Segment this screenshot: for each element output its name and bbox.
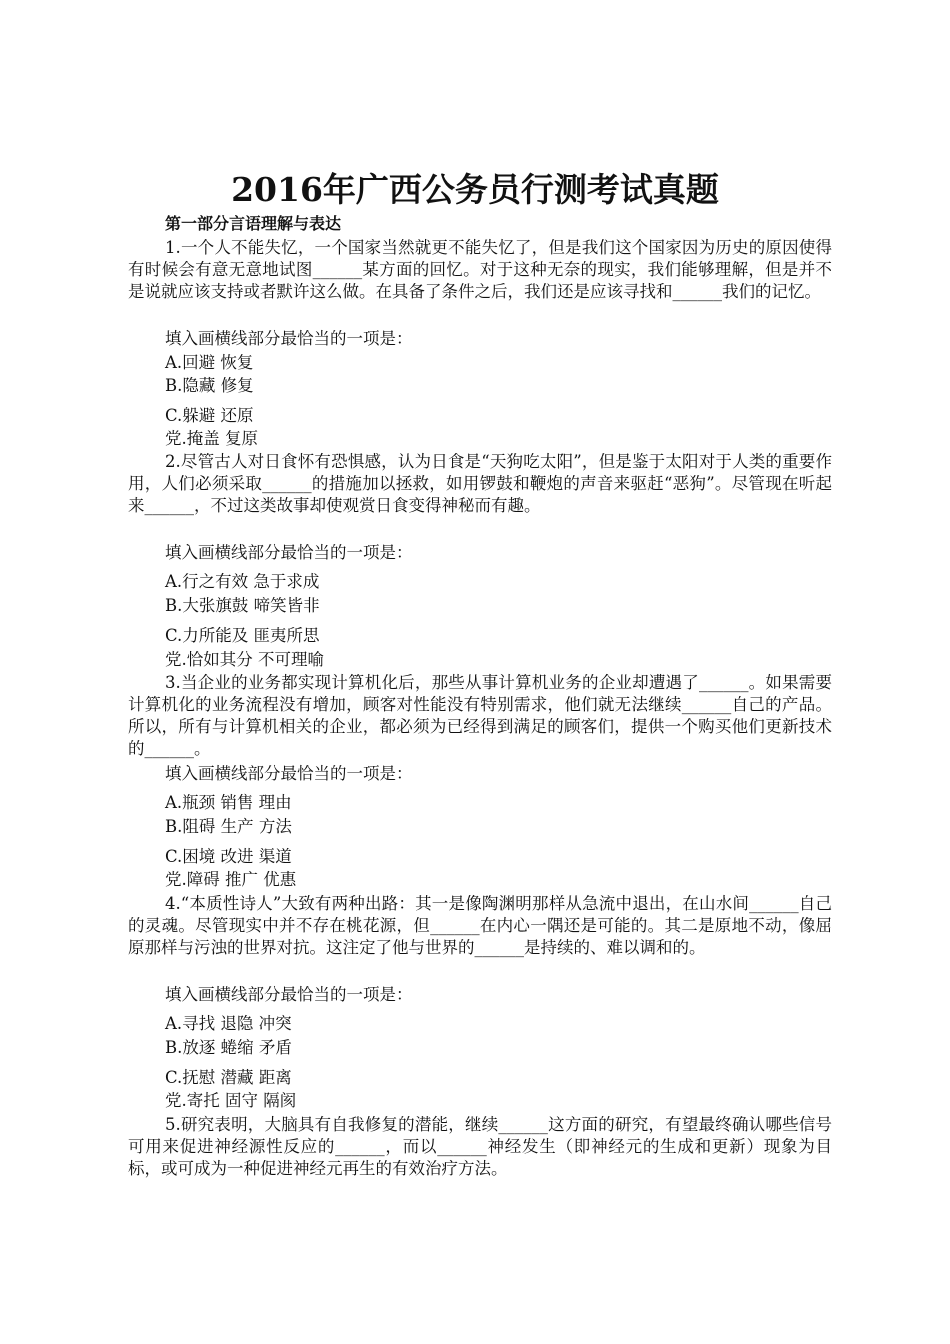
question-4-option-d: 党.寄托 固守 隔阂 — [165, 1091, 297, 1110]
question-3-option-b: B.阻碍 生产 方法 — [165, 817, 292, 836]
question-1-option-a: A.回避 恢复 — [165, 353, 254, 372]
question-1-option-d: 党.掩盖 复原 — [165, 429, 258, 448]
question-2-text: 2.尽管古人对日食怀有恐惧感，认为日食是“天狗吃太阳”，但是鉴于太阳对于人类的重要作用，人们必须采取______的措施加以拯救，如用锣鼓和鞭炮的声音来驱赶“恶狗”。尽管现在听起来______，不过这类故事却使观赏日食变得神秘而有趣。 — [128, 452, 832, 515]
section-heading: 第一部分言语理解与表达 — [165, 214, 342, 233]
question-3-text: 3.当企业的业务都实现计算机化后，那些从事计算机业务的企业却遭遇了______。如果需要计算机化的业务流程没有增加，顾客对性能没有特别需求，他们就无法继续______自己的产品。所以，所有与计算机相关的企业，都必须为已经得到满足的顾客们，提供一个购买他们更新技术的______。 — [128, 673, 832, 758]
question-2-prompt: 填入画横线部分最恰当的一项是： — [165, 543, 413, 562]
question-3-prompt: 填入画横线部分最恰当的一项是： — [165, 764, 413, 783]
question-1-option-c: C.躲避 还原 — [165, 406, 254, 425]
question-4-text: 4.“本质性诗人”大致有两种出路：其一是像陶渊明那样从急流中退出，在山水间______自己的灵魂。尽管现实中并不存在桃花源，但______在内心一隅还是可能的。其二是原地不动，像屈原那样与污浊的世界对抗。这注定了他与世界的______是持续的、难以调和的。 — [128, 894, 832, 957]
question-4-option-b: B.放逐 蜷缩 矛盾 — [165, 1038, 292, 1057]
question-1-text: 1.一个人不能失忆，一个国家当然就更不能失忆了，但是我们这个国家因为历史的原因使得有时候会有意无意地试图______某方面的回忆。对于这种无奈的现实，我们能够理解，但是并不是说就应该支持或者默许这么做。在具备了条件之后，我们还是应该寻找和______我们的记忆。 — [128, 238, 832, 301]
question-1-prompt: 填入画横线部分最恰当的一项是： — [165, 329, 413, 348]
question-2-option-d: 党.恰如其分 不可理喻 — [165, 650, 324, 669]
question-2-option-b: B.大张旗鼓 啼笑皆非 — [165, 596, 320, 615]
question-2-option-a: A.行之有效 急于求成 — [165, 572, 320, 591]
question-4-option-c: C.抚慰 潜藏 距离 — [165, 1068, 292, 1087]
question-2-option-c: C.力所能及 匪夷所思 — [165, 626, 320, 645]
question-5-text: 5.研究表明，大脑具有自我修复的潜能，继续______这方面的研究，有望最终确认哪些信号可用来促进神经源性反应的______，而以______神经发生（即神经元的生成和更新）现象为目标，或可成为一种促进神经元再生的有效治疗方法。 — [128, 1115, 832, 1178]
question-3-option-a: A.瓶颈 销售 理由 — [165, 793, 292, 812]
question-4-prompt: 填入画横线部分最恰当的一项是： — [165, 985, 413, 1004]
question-3-option-d: 党.障碍 推广 优惠 — [165, 870, 297, 889]
question-3-option-c: C.困境 改进 渠道 — [165, 847, 292, 866]
page-title: 2016年广西公务员行测考试真题 — [231, 170, 719, 209]
question-1-option-b: B.隐藏 修复 — [165, 376, 254, 395]
question-4-option-a: A.寻找 退隐 冲突 — [165, 1014, 292, 1033]
